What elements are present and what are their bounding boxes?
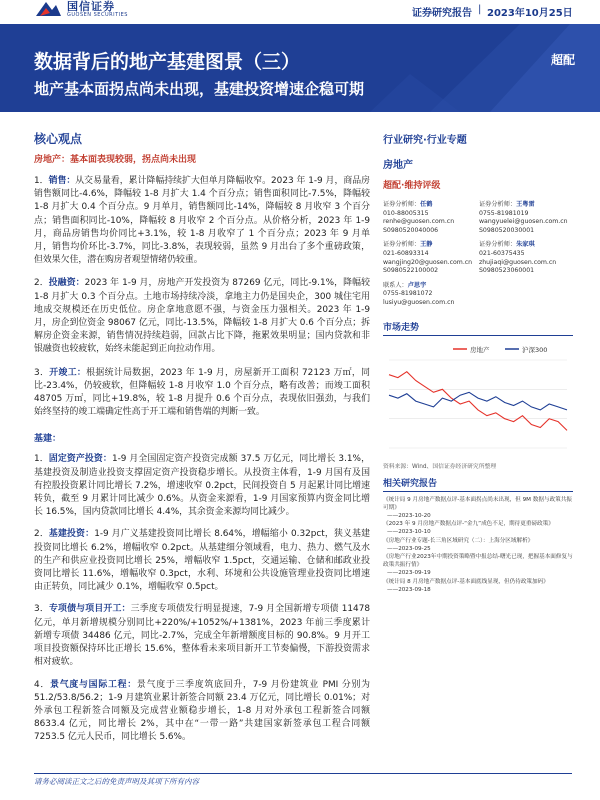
analyst-card: 证券分析师：任鹤 010-88005315 renhe@guosen.com.cn S0980520040006: [383, 201, 479, 235]
analyst-phone: 021-60893314: [383, 249, 429, 257]
rating-badge: 超配: [551, 53, 576, 67]
paragraph-label: 基建投资：: [48, 529, 95, 540]
guosen-logo-icon: [34, 0, 62, 18]
market-trend-heading: 市场走势: [383, 320, 573, 336]
paragraph-label: 开竣工：: [49, 367, 87, 378]
related-report-item[interactable]: 《统计局 9 月房地产数据点评-基本面拐点尚未出现，但 9M 数据与政策共振可期》 ——2023-10-20: [383, 496, 572, 519]
series-line-csi300: [389, 392, 567, 410]
analyst-phone: 0755-81981072: [383, 290, 433, 298]
report-type: 证券研究报告: [412, 8, 472, 19]
paragraph-label: 专项债与项目开工：: [48, 604, 131, 615]
paragraph-text: 根据统计局数据，2023 年 1-9 月，房屋新开工面积 72123 万㎡，同比-23.4%，仍较疲软，但降幅较 1-8 月收窄 1.0 个百分点，略有改善；而竣工面积 48705 万㎡，同比+19.8%，较 1-8 月提升 0.6 个百分点，表现依旧强劲，与我们始终坚持的竣工端确定性高于开工端和销售端的判断一致。: [34, 367, 371, 418]
analyst-license: S0980520030001: [479, 226, 535, 234]
theme-heading: 房地产：基本面表现较弱，拐点尚未出现: [34, 155, 197, 165]
section-title: 核心观点: [34, 132, 83, 146]
analyst-list: [383, 201, 573, 308]
paragraph-infra-investment: 2．基建投资：1-9 月广义基建投资同比增长 8.64%，增幅缩小 0.32pct，狭义基建投资同比增长 6.2%，增幅收窄 0.2pct。从基建细分领域看，电力、热力、燃气及水的生产和供应业投资同比增长 25%，增幅收窄 1.5pct，交通运输、仓储和邮政业投资同比增长 11.6%，增幅收窄 0.3pct，水利、环境和公共设施管理业投资同比增速由正转负，同比减少 0.1%，增幅收窄 0.5pct。: [34, 529, 371, 593]
sidebar: [383, 131, 573, 594]
industry-name: 房地产: [383, 160, 413, 171]
analyst-name: 朱家琪: [516, 241, 535, 249]
paragraph-label: 销售：: [48, 176, 76, 186]
analyst-email[interactable]: wangjing20@guosen.com.cn: [383, 258, 473, 266]
analyst-card: 证券分析师：王静 021-60893314 wangjing20@guosen.com.cn S0980522100002: [383, 241, 479, 275]
analyst-license: S0980520040006: [383, 226, 439, 234]
company-logo: [34, 0, 128, 18]
related-reports-heading: 相关研究报告: [383, 476, 573, 492]
analyst-name: 卢思宇: [407, 281, 427, 289]
related-report-item[interactable]: 《2023 年 9 月房地产数据点评-“金九”成色不足，期待更重磅政策》 ——2023-10-10: [383, 521, 554, 536]
analyst-email[interactable]: wangyuelei@guosen.com.cn: [479, 218, 568, 226]
core-viewpoints: [34, 130, 370, 745]
analyst-card: 联系人：卢思宇 0755-81981072 lusiyu@guosen.com.cn: [383, 282, 479, 308]
analyst-phone: 010-88005315: [383, 209, 429, 217]
analyst-name: 任鹤: [420, 201, 433, 208]
banner-decoration: [370, 24, 600, 112]
legend-label-realestate: 房地产: [470, 345, 490, 354]
paragraph-label: 固定资产投资：: [48, 454, 112, 465]
report-subtitle: 地产基本面拐点尚未出现，基建投资增速企稳可期: [34, 80, 365, 98]
analyst-phone: 0755-81981019: [479, 209, 529, 217]
market-trend-svg: [383, 340, 573, 458]
paragraph-investment: 2．投融资：2023 年 1-9 月，房地产开发投资为 87269 亿元，同比-9.1%，降幅较 1-8 月扩大 0.3 个百分点。土地市场持续冷淡，拿地主力仍是国央企，300 城住宅用地成交规模还在历史低位。房企拿地意愿不强，与资金压力强相关。2023 年 1-9 月，房企到位资金 98067 亿元，同比-13.5%，降幅较 1-8 月扩大 0.6 个百分点；拆解房企资金来源，销售情况持续趋弱，回款占比下降，拖累效果明显；国内贷款和非银融资也较疲软，始终未能起到正向拉动作用。: [34, 278, 370, 355]
paragraph-label: 景气度与国际工程：: [50, 679, 137, 690]
analyst-name: 王静: [420, 241, 433, 249]
report-title: 数据背后的地产基建图景（三）: [34, 51, 301, 73]
related-report-item[interactable]: 《统计局 8 月房地产数据点评-基本面底线显现，但仍待政策加码》 ——2023-09-18: [383, 578, 549, 593]
paragraph-sales: 1．销售：从交易量看，累计降幅持续扩大但单月降幅收窄。2023 年 1-9 月，商品房销售额同比-4.6%，降幅较 1-8 月扩大 1.4 个百分点；销售面积同比-7.5%，降幅较 1-8 月扩大 0.4 个百分点。9 月单月，销售额同比-14%，降幅较 8 月收窄 3 个百分点；销售面积同比-10%，降幅较 8 月收窄 2 个百分点。从价格分析，2023 年 1-9 月，商品房销售均价同比+3.1%，较 1-8 月收窄了 1 个百分点；2023 年 9 月单月，销售均价环比-3.7%，同比-3.8%，表现较弱，虽然 9 月出台了多个重磅政策，但效果欠佳，潜在购房者观望情绪仍较重。: [34, 176, 371, 266]
chart-source: 资料来源：Wind、国信证券经济研究所整理: [383, 463, 497, 470]
analyst-license: S0980522100002: [383, 267, 439, 275]
paragraph-label: 投融资：: [48, 278, 85, 289]
analyst-email[interactable]: zhujiaqi@guosen.com.cn: [479, 258, 557, 266]
title-banner: [0, 24, 600, 112]
footer-disclaimer: 请务必阅读正文之后的免责声明及其项下所有内容: [34, 777, 199, 786]
footer-divider: [34, 773, 572, 774]
paragraph-text: 1-9 月广义基建投资同比增长 8.64%，增幅缩小 0.32pct，狭义基建投资同比增长 6.2%，增幅收窄 0.2pct。从基建细分领域看，电力、热力、燃气及水的生产和供应业投资同比增长 25%，增幅收窄 1.5pct，交通运输、仓储和邮政业投资同比增长 11.6%，增幅收窄 0.3pct，水利、环境和公共设施管理业投资同比增速由正转负，同比减少 0.1%，增幅收窄 0.5pct。: [34, 529, 371, 593]
paragraph-prosperity: 4．景气度与国际工程：景气度于三季度筑底回升，7-9 月份建筑业 PMI 分别为 51.2/53.8/56.2；1-9 月建筑业累计新签合同额 23.4 万亿元，同比增长 0.01%；对外承包工程新签合同额及完成营业额稳步增长，1-8 月对外承包工程新签合同额 8633.4 亿元，同比增长 2%，其中在“一带一路”共建国家新签承包工程合同额 7253.5 亿元人民币，同比增长 5.6%。: [34, 679, 371, 743]
paragraph-text: 1-9 月全国固定资产投资完成额 37.5 万亿元，同比增长 3.1%，基建投资及制造业投资支撑固定资产投资稳步增长。从投资主体看，1-9 月国有及国有控股投资累计同比增长 7.2%，增速收窄 0.2pct，民间投资自 5 月起累计同比增速转负，截至 9 月累计同比减少 0.6%。从资金来源看，1-9 月国家预算内资金同比增长 16.5%，国内贷款同比增长 4.4%，其余资金来源均同比减少。: [34, 454, 370, 518]
report-date: 2023年10月25日: [487, 8, 573, 19]
industry-rating: 超配·维持评级: [383, 181, 441, 191]
analyst-email[interactable]: renhe@guosen.com.cn: [383, 218, 455, 226]
analyst-card: 证券分析师：王粤雷 0755-81981019 wangyuelei@guosen.com.cn S0980520030001: [479, 201, 573, 235]
paragraph-text: 三季度专项债发行明显提速，7-9 月全国新增专项债 11478 亿元，单月新增规模分别同比+220%/+1052%/+1381%，2023 年前三季度累计新增专项债 34486 亿元，同比-2.7%，完成全年新增额度目标的 90.8%。9 月开工项目投资额保持环比正增长 15.6%，整体看未来项目新开工节奏偏慢，下游投资需求相对疲软。: [34, 604, 370, 668]
paragraph-text: 从交易量看，累计降幅持续扩大但单月降幅收窄。2023 年 1-9 月，商品房销售额同比-4.6%，降幅较 1-8 月扩大 1.4 个百分点；销售面积同比-7.5%，降幅较 1-8 月扩大 0.4 个百分点。9 月单月，销售额同比-14%，降幅较 8 月收窄 3 个百分点；销售面积同比-10%，降幅较 8 月收窄 2 个百分点。从价格分析，2023 年 1-9 月，商品房销售均价同比+3.1%，较 1-8 月收窄了 1 个百分点；2023 年 9 月单月，销售均价环比-3.7%，同比-3.8%，表现较弱，虽然 9 月出台了多个重磅政策，但效果欠佳，潜在购房者观望情绪仍较重。: [34, 176, 371, 266]
related-reports-list: [383, 496, 573, 594]
paragraph-special-bonds: 3．专项债与项目开工：三季度专项债发行明显提速，7-9 月全国新增专项债 11478 亿元，单月新增规模分别同比+220%/+1052%/+1381%，2023 年前三季度累计新增专项债 34486 亿元，同比-2.7%，完成全年新增额度目标的 90.8%。9 月开工项目投资额保持环比正增长 15.6%，整体看未来项目新开工节奏偏慢，下游投资需求相对疲软。: [34, 604, 370, 668]
paragraph-text: 景气度于三季度筑底回升，7-9 月份建筑业 PMI 分别为 51.2/53.8/56.2；1-9 月建筑业累计新签合同额 23.4 万亿元，同比增长 0.01%；对外承包工程新签合同额及完成营业额稳步增长，1-8 月对外承包工程新签合同额 8633.4 亿元，同比增长 2%，其中在“一带一路”共建国家新签承包工程合同额 7253.5 亿元人民币，同比增长 5.6%。: [34, 679, 371, 743]
analyst-card: 证券分析师：朱家琪 021-60375435 zhujiaqi@guosen.com.cn S0980523060001: [479, 241, 573, 275]
header-separator: |: [478, 4, 482, 15]
legend-label-csi300: 沪深300: [522, 345, 548, 354]
paragraph-fixed-asset: 1．固定资产投资：1-9 月全国固定资产投资完成额 37.5 万亿元，同比增长 3.1%，基建投资及制造业投资支撑固定资产投资稳步增长。从投资主体看，1-9 月国有及国有控股投资累计同比增长 7.2%，增速收窄 0.2pct，民间投资自 5 月起累计同比增速转负，截至 9 月累计同比减少 0.6%。从资金来源看，1-9 月国家预算内资金同比增长 16.5%，国内贷款同比增长 4.4%，其余资金来源均同比减少。: [34, 454, 370, 518]
infrastructure-heading: 基建：: [34, 434, 62, 445]
analyst-name: 王粤雷: [516, 201, 535, 208]
market-trend-chart: [383, 340, 573, 458]
page-header: [0, 0, 600, 24]
paragraph-construction: 3．开竣工：根据统计局数据，2023 年 1-9 月，房屋新开工面积 72123 万㎡，同比-23.4%，仍较疲软，但降幅较 1-8 月收窄 1.0 个百分点，略有改善；而竣工面积 48705 万㎡，同比+19.8%，较 1-8 月提升 0.6 个百分点，表现依旧强劲，与我们始终坚持的竣工端确定性高于开工端和销售端的判断一致。: [34, 367, 371, 418]
paragraph-text: 2023 年 1-9 月，房地产开发投资为 87269 亿元，同比-9.1%，降幅较 1-8 月扩大 0.3 个百分点。土地市场持续冷淡，拿地主力仍是国央企，300 城住宅用地成交规模还在历史低位。房企拿地意愿不强，与资金压力强相关。2023 年 1-9 月，房企到位资金 98067 亿元，同比-13.5%，降幅较 1-8 月扩大 0.6 个百分点；拆解房企资金来源，销售情况持续趋弱，回款占比下降，拖累效果明显；国内贷款和非银融资也较疲软，始终未能起到正向拉动作用。: [34, 278, 370, 355]
analyst-email[interactable]: lusiyu@guosen.com.cn: [383, 298, 455, 306]
analyst-license: S0980523060001: [479, 267, 535, 275]
analyst-phone: 021-60375435: [479, 249, 525, 257]
related-report-item[interactable]: 《房地产行业2023年中期投资策略暨中报总结-曙光已现，把握基本面修复与政策共振行情》 ——2023-09-19: [383, 553, 573, 577]
report-category: 行业研究·行业专题: [383, 135, 467, 146]
logo-subtitle: GUOSEN SECURITIES: [67, 11, 128, 18]
related-report-item[interactable]: 《房地产行业专题-长三角区域研究（二）：上海分区域解析》 ——2023-09-25: [383, 537, 534, 552]
logo-name: 国信证券: [67, 0, 115, 13]
